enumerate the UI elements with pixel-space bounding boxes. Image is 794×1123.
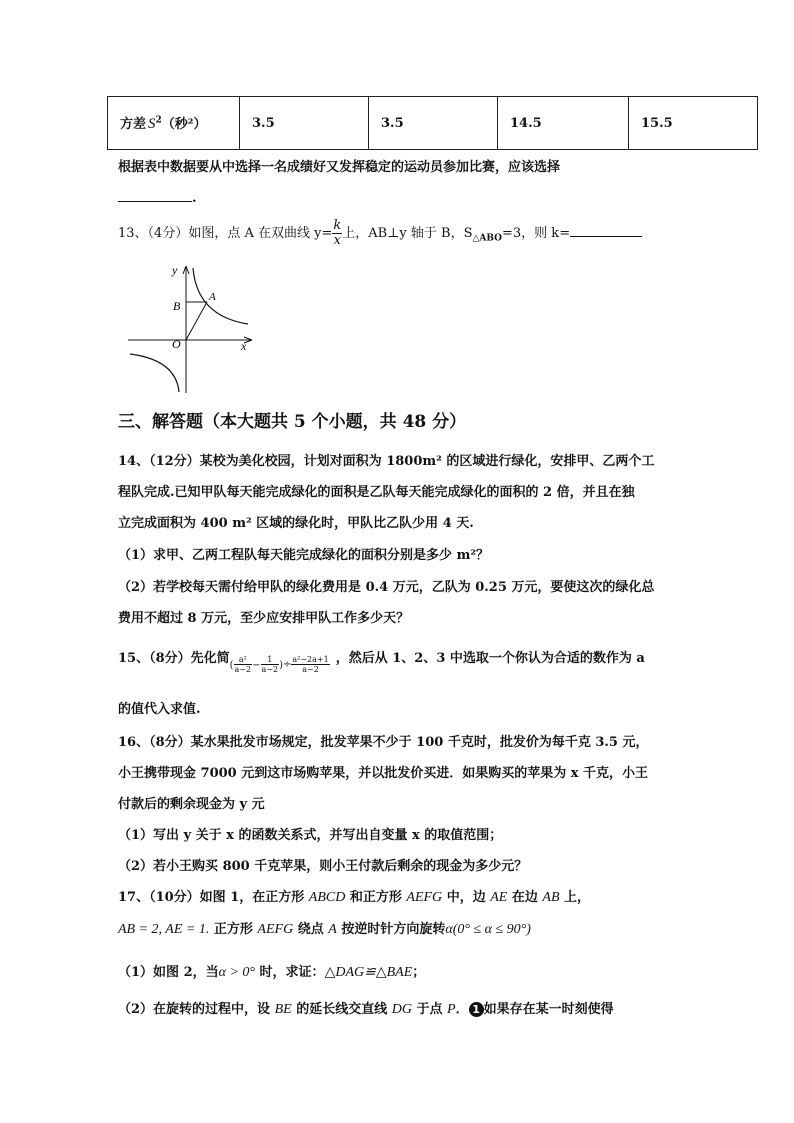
hyperbola-branch-left — [130, 354, 179, 392]
q15-expression: ( $\frac{\text{a²}}{a-2}$ − $\frac{1}{a-2}$ )÷ $\frac{\text{a²−2a+1}}{a-2}$ — [229, 655, 329, 674]
q17-sub2: （2）在旋转的过程中，设 BE 的延长线交直线 DG 于点 P． 1 如果存在某一时刻使得 — [118, 1002, 614, 1017]
answer-blank — [118, 188, 192, 202]
variance-value-cell: 3.5 — [369, 97, 498, 150]
hyperbola-branch-right — [193, 268, 248, 324]
q14-sub1: （1）求甲、乙两工程队每天能完成绿化的面积分别是多少 m²？ — [118, 548, 490, 563]
q14-sub2-line1: （2）若学校每天需付给甲队的绿化费用是 0.4 万元，乙队为 0.25 万元，要使这次的绿化总 — [118, 580, 655, 595]
segment-oa — [186, 302, 207, 340]
section-heading: 三、解答题（本大题共 5 个小题，共 48 分） — [118, 412, 467, 432]
circled-number-1: 1 — [469, 1002, 484, 1017]
variance-value-cell: 14.5 — [498, 97, 629, 150]
answer-blank — [570, 223, 642, 237]
point-a-label: A — [209, 291, 216, 303]
q14-line2: 程队完成.已知甲队每天能完成绿化的面积是乙队每天能完成绿化的面积的 2 倍，并且在独 — [118, 485, 635, 500]
q14-line3: 立完成面积为 400 m² 区域的绿化时，甲队比乙队少用 4 天. — [118, 516, 474, 531]
y-axis-label: y — [172, 263, 178, 277]
q16-line3: 付款后的剩余现金为 y 元 — [118, 797, 265, 812]
q16-line2: 小王携带现金 7000 元到这市场购苹果，并以批发价买进．如果购买的苹果为 x 千克，小王 — [118, 766, 649, 781]
q16-line1: 16、（8分）某水果批发市场规定，批发苹果不少于 100 千克时，批发价为每千克 3.5 元， — [118, 735, 649, 750]
q13-text: 13、（4分）如图，点 A 在双曲线 y= $\frac{k}{x}$ 上，AB⊥y 轴于 B，$S_{\triangle ABO}=3$，则 k= — [118, 216, 642, 257]
q12-instruction: 根据表中数据要从中选择一名成绩好又发挥稳定的运动员参加比赛，应该选择 — [118, 160, 561, 175]
variance-label-cell: 方差 $S^2$（秒²） — [108, 97, 240, 150]
q12-answer-line: . — [118, 188, 197, 206]
q17-line1: 17、（10分）如图 1，在正方形 ABCD 和正方形 AEFG 中，边 AE 在边 AB 上， — [118, 890, 591, 905]
table-row — [108, 97, 758, 150]
x-axis-label: x — [241, 339, 247, 353]
q17-sub1: （1）如图 2，当α > 0° 时，求证：△DAG≌△BAE； — [118, 965, 426, 980]
fraction-k-over-x: $\frac{k}{x}$ — [333, 218, 342, 248]
variance-value-cell: 3.5 — [240, 97, 369, 150]
hyperbola-figure — [120, 258, 260, 398]
variance-table — [107, 96, 758, 150]
q14-sub2-line2: 费用不超过 8 万元，至少应安排甲队工作多少天？ — [118, 611, 410, 626]
q15-line1: 15、（8分）先化简( $\frac{\text{a²}}{a-2}$ − $\frac{1}{a-2}$ )÷ $\frac{\text{a²−2a+1}}{a-2}$ ，然后从 1、2、3 中选取一个你认为合适的数作为 a — [118, 640, 645, 677]
q15-line2: 的值代入求值. — [118, 702, 201, 717]
origin-label: O — [172, 337, 181, 351]
q14-line1: 14、（12分）某校为美化校园，计划对面积为 1800m² 的区域进行绿化，安排甲、乙两个工 — [118, 454, 655, 469]
q16-sub1: （1）写出 y 关于 x 的函数关系式，并写出自变量 x 的取值范围； — [118, 828, 503, 843]
variance-value-cell: 15.5 — [629, 97, 758, 150]
q17-line2: AB = 2, AE = 1. 正方形 AEFG 绕点 A 按逆时针方向旋转α(0° ≤ α ≤ 90°) — [118, 922, 531, 937]
q16-sub2: （2）若小王购买 800 千克苹果，则小王付款后剩余的现金为多少元？ — [118, 859, 528, 874]
point-b-label: B — [173, 299, 181, 313]
